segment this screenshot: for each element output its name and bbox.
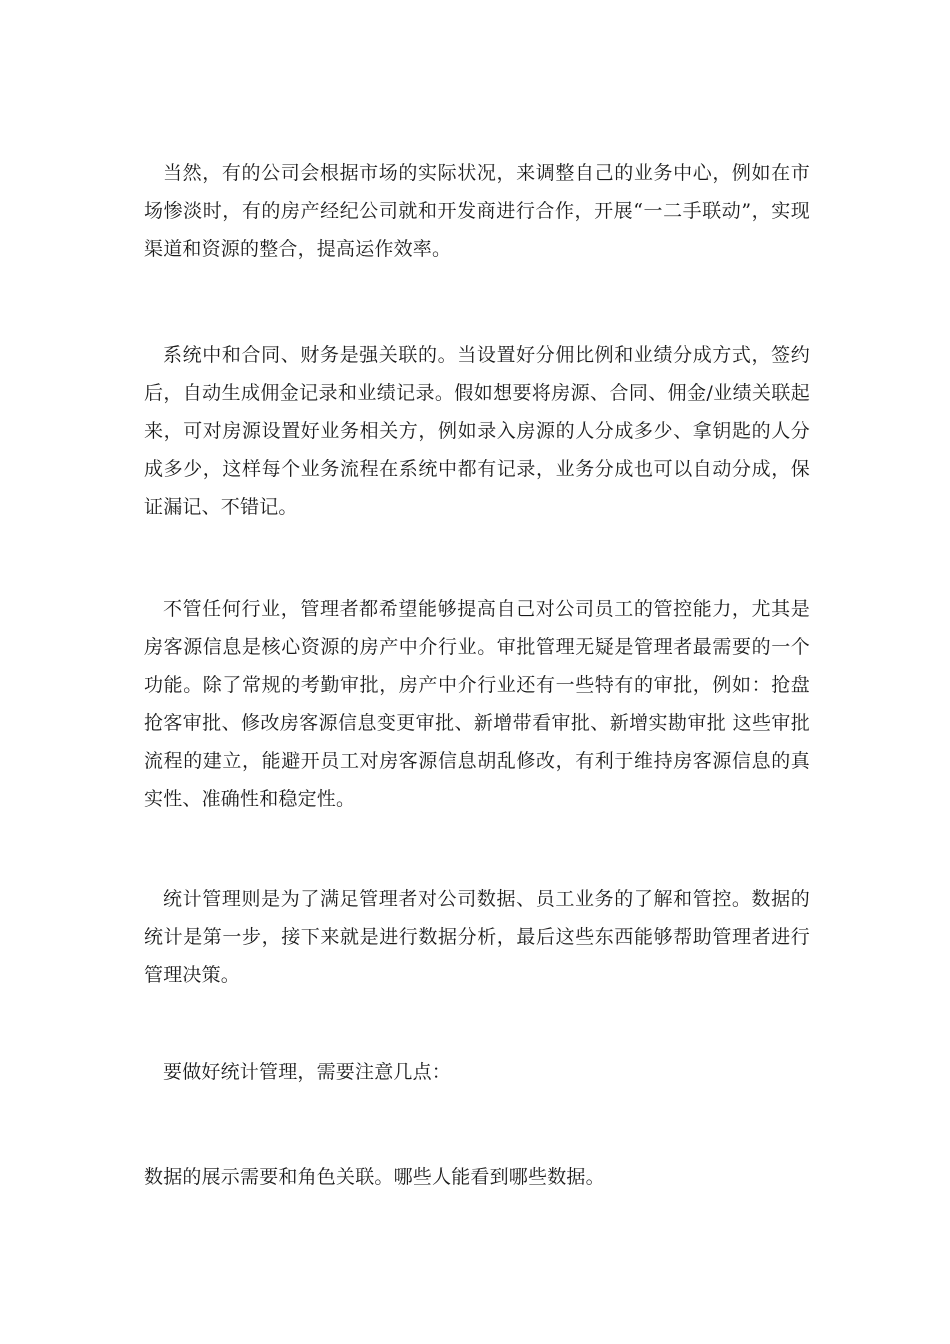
paragraph-market-adjustment: 当然，有的公司会根据市场的实际状况，来调整自己的业务中心，例如在市场惨淡时，有的房产经纪公司就和开发商进行合作，开展“一二手联动”，实现渠道和资源的整合，提高运作效率。 [144, 162, 810, 260]
paragraph-statistics-management: 统计管理则是为了满足管理者对公司数据、员工业务的了解和管控。数据的统计是第一步，接下来就是进行数据分析，最后这些东西能够帮助管理者进行管理决策。 [144, 888, 810, 986]
paragraph-data-role-association: 数据的展示需要和角色关联。哪些人能看到哪些数据。 [144, 1166, 605, 1188]
paragraph-commission-linkage: 系统中和合同、财务是强关联的。当设置好分佣比例和业绩分成方式，签约后，自动生成佣金记录和业绩记录。假如想要将房源、合同、佣金/业绩关联起来，可对房源设置好业务相关方，例如录入房源的人分成多少、拿钥匙的人分成多少，这样每个业务流程在系统中都有记录，业务分成也可以自动分成，保证漏记、不错记。 [144, 344, 810, 518]
paragraph-approval-management: 不管任何行业，管理者都希望能够提高自己对公司员工的管控能力，尤其是房客源信息是核心资源的房产中介行业。审批管理无疑是管理者最需要的一个功能。除了常规的考勤审批，房产中介行业还有一些特有的审批，例如：抢盘抢客审批、修改房客源信息变更审批、新增带看审批、新增实勘审批 这些审批流程的建立，能避开员工对房客源信息胡乱修改，有利于维持房客源信息的真实性、准确性和稳定性。 [144, 598, 810, 810]
paragraph-statistics-notes-intro: 要做好统计管理，需要注意几点： [163, 1061, 452, 1083]
